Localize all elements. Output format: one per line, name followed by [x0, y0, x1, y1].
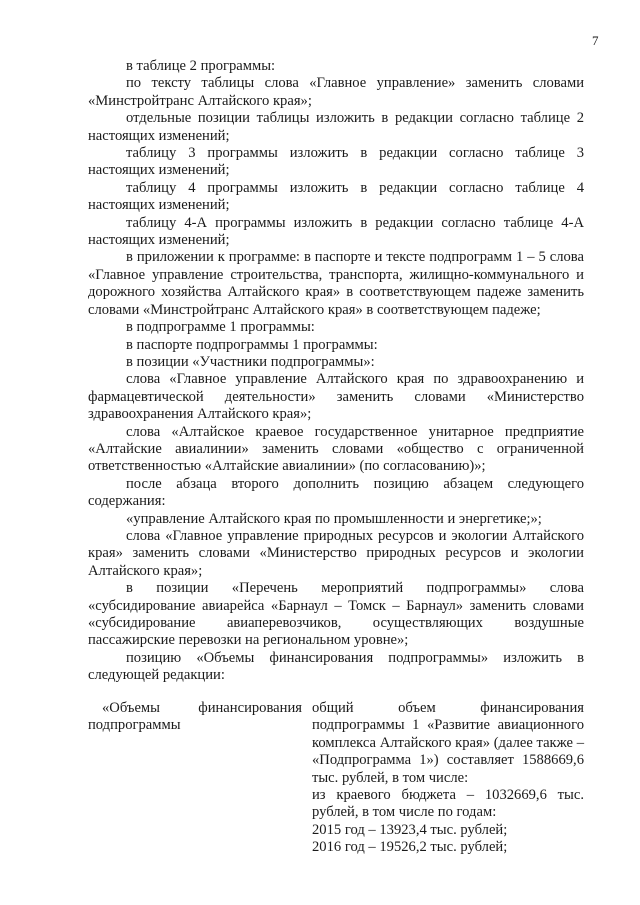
page-number: 7 [592, 33, 599, 48]
paragraph: в подпрограмме 1 программы: [126, 319, 315, 336]
paragraph: в таблице 2 программы: [126, 58, 276, 74]
paragraph: в позиции «Перечень мероприятий подпрограммы» слова «субсидирование авиарейса «Барнаул – Томск – Барнаул» заменить словами «субсидирование авиаперевозчиков, осуществляющих воздушные пассажирские перевозки на региональном уровне»; [88, 580, 584, 649]
financing-value-line: общий объем финансирования подпрограммы 1 «Развитие авиационного комплекса Алтайского края» (далее также – «Подпрограмма 1») составляет 1588669,6 тыс. рублей, в том числе: [312, 700, 584, 786]
paragraph: в паспорте подпрограммы 1 программы: [126, 336, 378, 353]
paragraph: слова «Главное управление природных ресурсов и экологии Алтайского края» заменить словами «Министерство природных ресурсов и экологии Алтайского края»; [88, 527, 584, 579]
financing-value-line: 2016 год – 19526,2 тыс. рублей; [312, 839, 508, 856]
financing-value-line: из краевого бюджета – 1032669,6 тыс. рублей, в том числе по годам: [312, 787, 584, 821]
financing-value-line: 2015 год – 13923,4 тыс. рублей; [312, 821, 508, 838]
paragraph: после абзаца второго дополнить позицию абзацем следующего содержания: [88, 475, 584, 510]
financing-label [88, 700, 302, 735]
paragraph: в позиции «Участники подпрограммы»: [126, 353, 375, 370]
paragraph: в приложении к программе: в паспорте и тексте подпрограмм 1 – 5 слова «Главное управление строительства, транспорта, жилищно-коммунального и дорожного хозяйства Алтайского края» в соответствующем падеже заменить словами «Минстройтранс Алтайского края» в соответствующем падеже; [88, 249, 584, 318]
paragraph: по тексту таблицы слова «Главное управление» заменить словами «Минстройтранс Алтайского края»; [88, 75, 584, 109]
financing-value [312, 700, 584, 857]
paragraph: слова «Главное управление Алтайского края по здравоохранению и фармацевтической деятельности» заменить словами «Министерство здравоохранения Алтайского края»; [88, 371, 584, 423]
document-body [88, 58, 584, 685]
financing-label-line2: подпрограммы [88, 717, 181, 734]
paragraph: таблицу 3 программы изложить в редакции согласно таблице 3 настоящих изменений; [88, 145, 584, 179]
paragraph: таблицу 4-А программы изложить в редакции согласно таблице 4-А настоящих изменений; [88, 214, 584, 249]
financing-label-word2: финансирования [198, 700, 302, 716]
paragraph: слова «Алтайское краевое государственное унитарное предприятие «Алтайские авиалинии» заменить словами «общество с ограниченной ответственностью «Алтайские авиалинии» (по согласованию)»; [88, 423, 584, 475]
paragraph: позицию «Объемы финансирования подпрограммы» изложить в следующей редакции: [88, 649, 584, 684]
financing-label-word1: «Объемы [102, 700, 160, 716]
paragraph: таблицу 4 программы изложить в редакции согласно таблице 4 настоящих изменений; [88, 179, 584, 214]
financing-label-line1 [88, 700, 302, 717]
paragraph: отдельные позиции таблицы изложить в редакции согласно таблице 2 настоящих изменений; [88, 110, 584, 144]
paragraph: «управление Алтайского края по промышленности и энергетике;»; [126, 510, 542, 527]
